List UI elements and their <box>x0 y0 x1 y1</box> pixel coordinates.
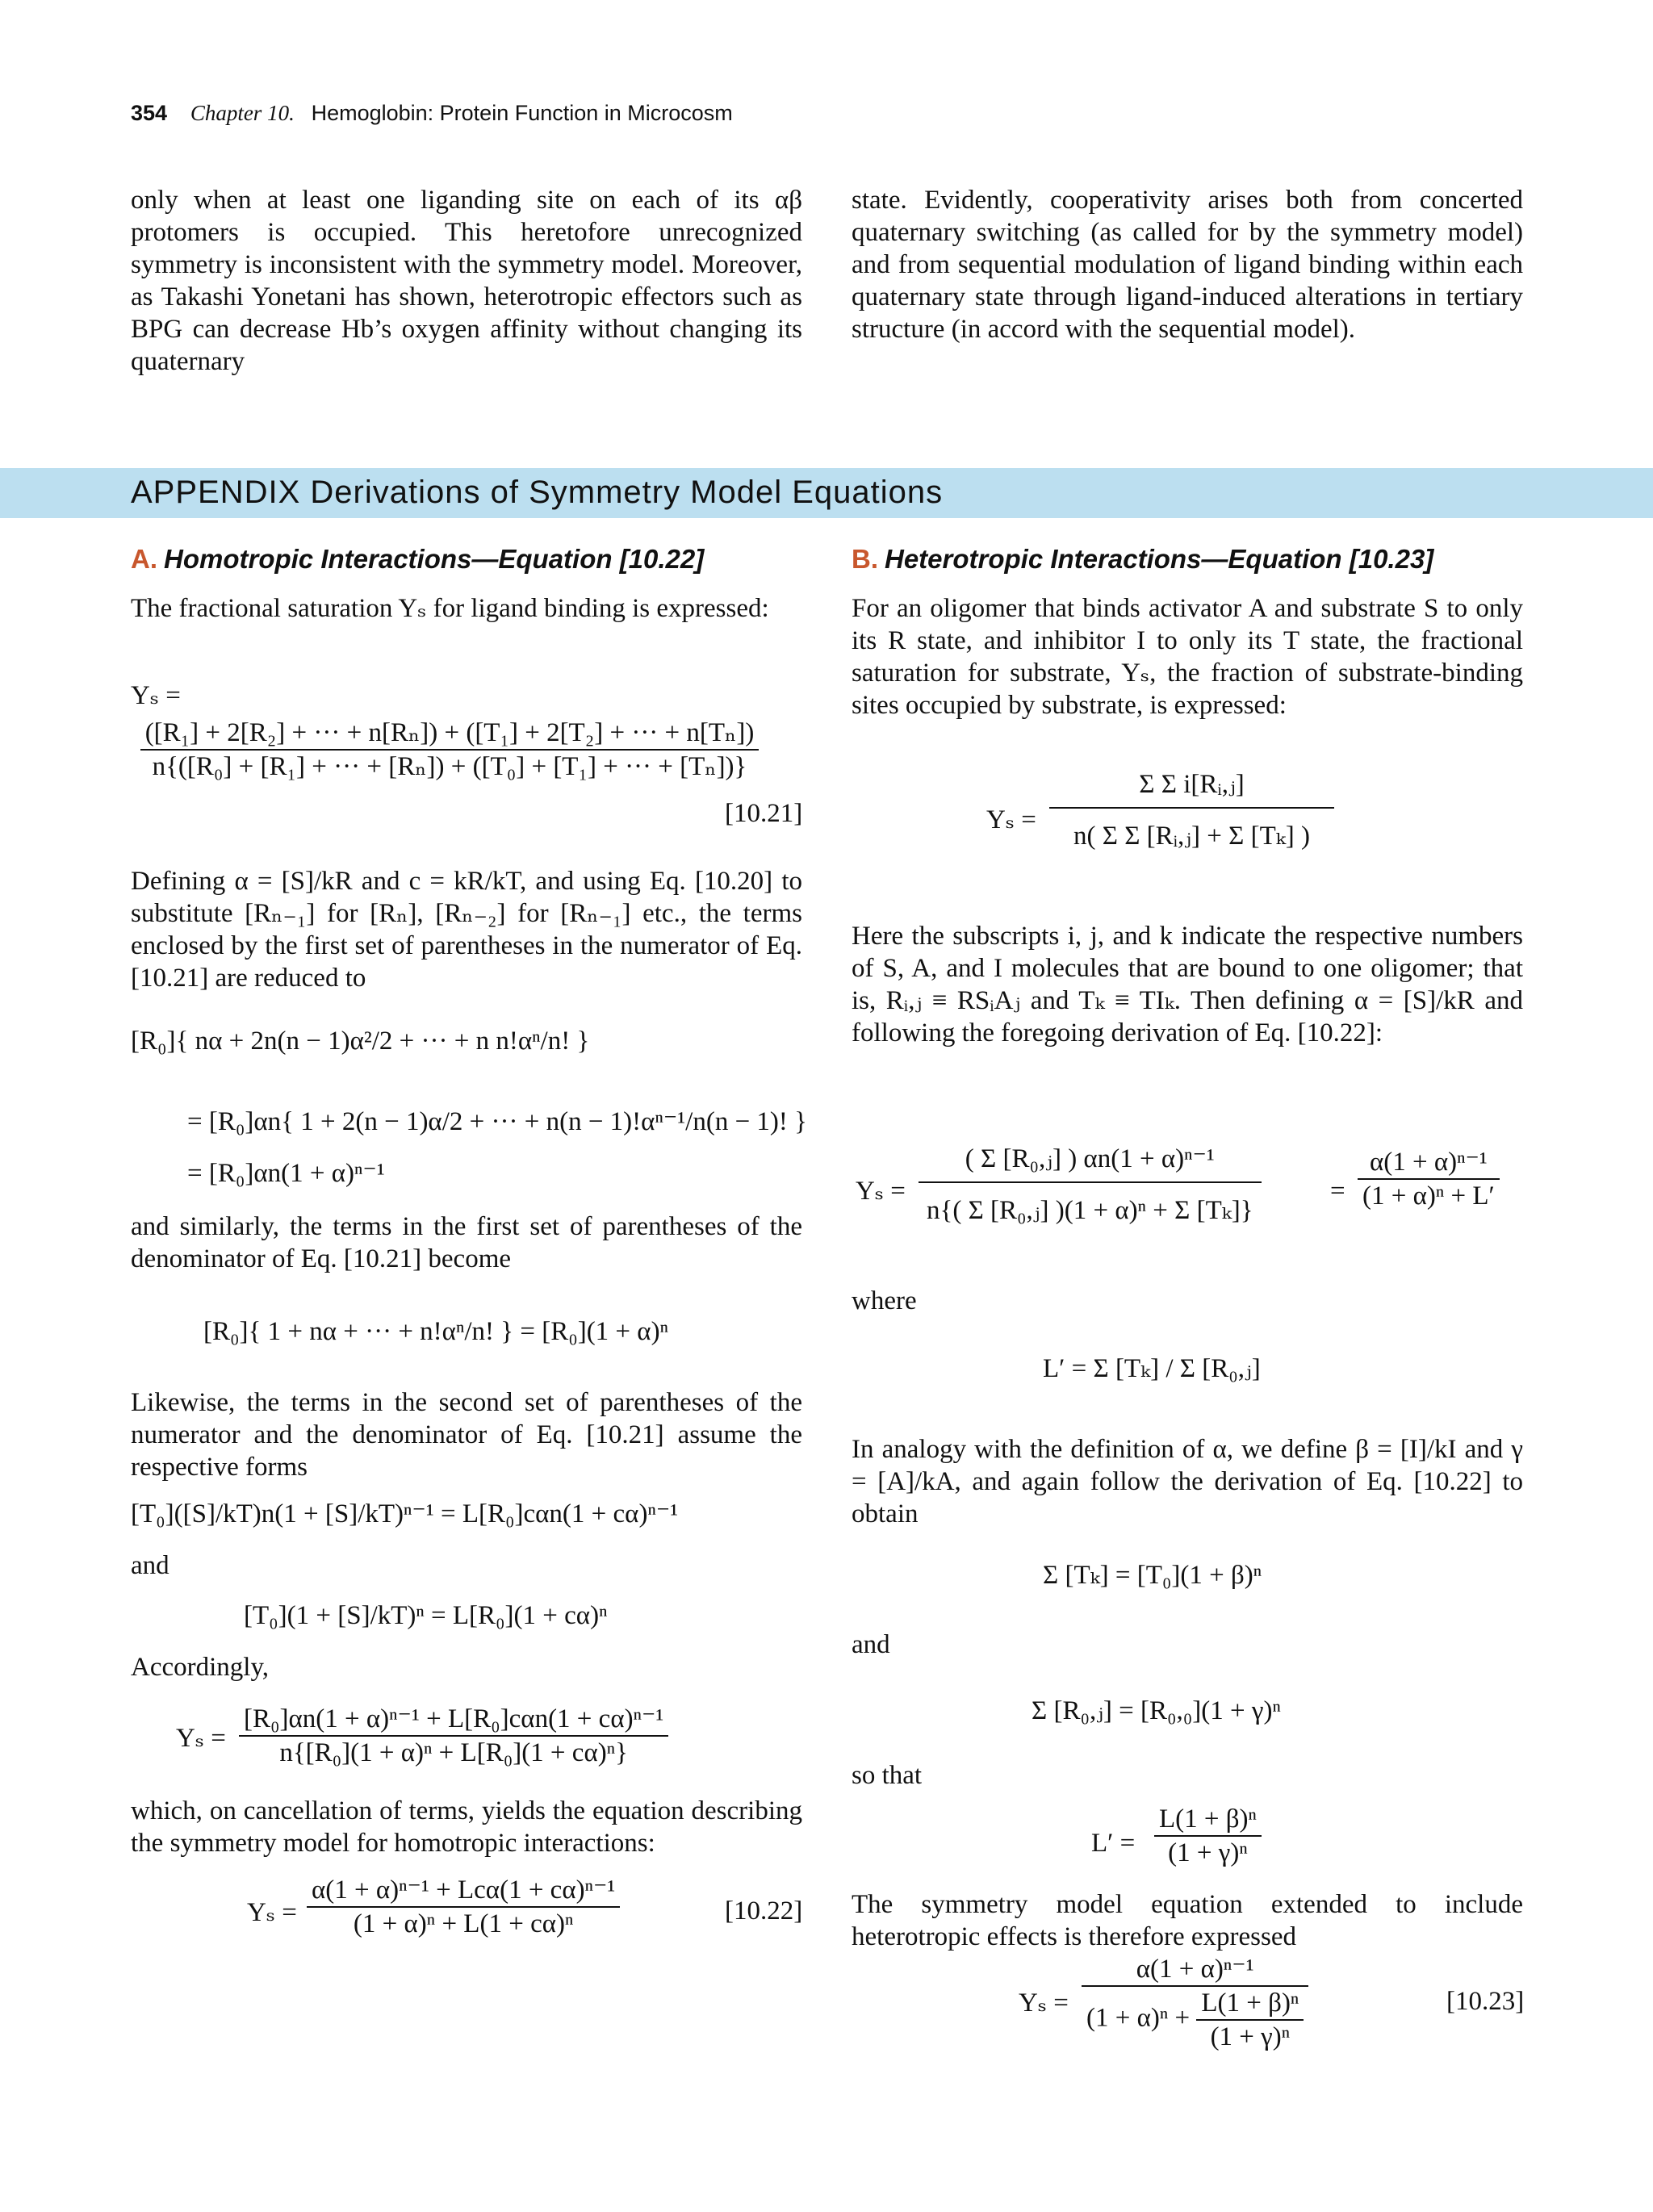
eq-a6: [T₀](1 + [S]/kT)ⁿ = L[R₀](1 + cα)ⁿ <box>244 1601 608 1630</box>
eq-10-21-denominator: n{([R₀] + [R₁] + ··· + [Rₙ]) + ([T₀] + [T₁] + ··· + [Tₙ])} <box>140 749 760 783</box>
eq-10-23-number: [10.23] <box>1446 1987 1525 2016</box>
section-a-intro: The fractional saturation Yₛ for ligand binding is expressed: <box>131 594 769 623</box>
eq-10-21-number: [10.21] <box>725 799 803 828</box>
section-b-and: and <box>852 1630 890 1659</box>
eq-a3: = [R₀]αn(1 + α)ⁿ⁻¹ <box>187 1159 385 1188</box>
eq-b6-numerator: L(1 + β)ⁿ <box>1159 1804 1257 1834</box>
eq-b2-denominator: n{( Σ [R₀,ⱼ] )(1 + α)ⁿ + Σ [Tₖ]} <box>919 1181 1262 1227</box>
eq-b1-frac <box>1049 762 1334 852</box>
eq-b6-lhs: L′ = <box>1091 1829 1136 1858</box>
section-a-and: and <box>131 1551 169 1580</box>
section-b-extended-paragraph: The symmetry model equation extended to include heterotropic effects is therefore expressed <box>852 1890 1523 1951</box>
eq-b6-frac <box>1154 1803 1262 1869</box>
eq-a7-frac <box>239 1703 668 1769</box>
section-a-likewise-paragraph: Likewise, the terms in the second set of parentheses of the numerator and the denominator of Eq. [10.21] assume the respective forms <box>131 1388 802 1482</box>
eq-a7 <box>239 1703 668 1769</box>
eq-10-23-numerator: α(1 + α)ⁿ⁻¹ <box>1136 1955 1254 1984</box>
eq-10-22-numerator: α(1 + α)ⁿ⁻¹ + Lcα(1 + cα)ⁿ⁻¹ <box>312 1875 616 1905</box>
eq-b2-numerator: ( Σ [R₀,ⱼ] ) αn(1 + α)ⁿ⁻¹ <box>965 1144 1215 1173</box>
eq-b6 <box>1154 1803 1262 1869</box>
eq-10-22-lhs: Yₛ = <box>247 1898 297 1927</box>
section-b-intro: For an oligomer that binds activator A and substrate S to only its R state, and inhibitor I to only its T state, the fractional saturation for substrate, Yₛ, the fraction of substrate-binding sites occupied by substrate, is expressed: <box>852 594 1523 720</box>
eq-10-21-frac <box>140 717 760 783</box>
section-a-heading <box>131 544 704 575</box>
eq-b2-equals: = <box>1330 1177 1345 1206</box>
section-a-title: Homotropic Interactions—Equation [10.22] <box>164 544 705 574</box>
eq-10-21-fraction <box>131 717 768 783</box>
eq-b4: Σ [Tₖ] = [T₀](1 + β)ⁿ <box>1043 1561 1262 1590</box>
eq-a7-numerator: [R₀]αn(1 + α)ⁿ⁻¹ + L[R₀]cαn(1 + cα)ⁿ⁻¹ <box>244 1704 664 1733</box>
chapter-title: Hemoglobin: Protein Function in Microcosm <box>311 101 733 125</box>
section-b-where: where <box>852 1286 917 1315</box>
eq-b2-result-frac <box>1358 1146 1500 1212</box>
eq-a2: = [R₀]αn{ 1 + 2(n − 1)α/2 + ··· + n(n − 1)!αⁿ⁻¹/n(n − 1)! } <box>187 1107 807 1136</box>
eq-b5: Σ [R₀,ⱼ] = [R₀,₀](1 + γ)ⁿ <box>1032 1696 1281 1725</box>
eq-b1-denominator: n( Σ Σ [Rᵢ,ⱼ] + Σ [Tₖ] ) <box>1049 807 1334 852</box>
eq-a4: [R₀]{ 1 + nα + ··· + n!αⁿ/n! } = [R₀](1 + α)ⁿ <box>203 1317 668 1346</box>
eq-10-22-denominator: (1 + α)ⁿ + L(1 + cα)ⁿ <box>307 1906 620 1940</box>
eq-10-21-lhs: Yₛ = <box>131 681 181 710</box>
eq-b3: L′ = Σ [Tₖ] / Σ [R₀,ⱼ] <box>1043 1354 1261 1383</box>
eq-b2-result-denominator: (1 + α)ⁿ + L′ <box>1358 1178 1500 1212</box>
eq-b1-lhs: Yₛ = <box>986 805 1036 834</box>
eq-b6-denominator: (1 + γ)ⁿ <box>1154 1835 1262 1869</box>
chapter-label: Chapter 10. <box>190 101 295 125</box>
intro-left-paragraph: only when at least one liganding site on each of its αβ protomers is occupied. This heretofore unrecognized symmetry is inconsistent with the symmetry model. Moreover, as Takashi Yonetani has shown, heterotropic effectors such as BPG can decrease Hb’s oxygen affinity without changing its quaternary <box>131 186 802 376</box>
appendix-title: APPENDIX Derivations of Symmetry Model Equations <box>131 475 944 510</box>
eq-b1-numerator: Σ Σ i[Rᵢ,ⱼ] <box>1139 770 1245 799</box>
eq-a1: [R₀]{ nα + 2n(n − 1)α²/2 + ··· + n n!αⁿ/n! } <box>131 1027 590 1056</box>
eq-10-23-frac <box>1082 1953 1308 2053</box>
eq-a5: [T₀]([S]/kT)n(1 + [S]/kT)ⁿ⁻¹ = L[R₀]cαn(1 + cα)ⁿ⁻¹ <box>131 1499 679 1528</box>
section-b-heading <box>852 544 1433 575</box>
running-header <box>131 101 733 126</box>
eq-b2-lhs: Yₛ = <box>856 1177 906 1206</box>
section-a-similarly-paragraph: and similarly, the terms in the first set of parentheses of the denominator of Eq. [10.21] become <box>131 1212 802 1273</box>
section-a-accordingly: Accordingly, <box>131 1653 270 1682</box>
eq-10-23 <box>1082 1953 1308 2053</box>
eq-10-23-inner-frac <box>1196 1987 1304 2053</box>
section-a-cancellation-paragraph: which, on cancellation of terms, yields the equation describing the symmetry model for homotropic interactions: <box>131 1796 802 1858</box>
page-number: 354 <box>131 101 168 125</box>
section-b-letter: B. <box>852 544 878 574</box>
eq-10-23-inner-numerator: L(1 + β)ⁿ <box>1201 1988 1299 2018</box>
section-b-analogy-paragraph: In analogy with the definition of α, we define β = [I]/kI and γ = [A]/kA, and again follow the derivation of Eq. [10.22] to obtain <box>852 1435 1523 1528</box>
eq-10-23-denominator-first: (1 + α)ⁿ + <box>1086 2003 1191 2033</box>
eq-10-23-denominator <box>1082 1985 1308 2053</box>
intro-right-paragraph: state. Evidently, cooperativity arises both from concerted quaternary switching (as called for by the symmetry model) and from sequential modulation of ligand binding within each quaternary state through ligand-induced alterations in tertiary structure (in accord with the sequential model). <box>852 186 1523 344</box>
eq-10-23-inner-denominator: (1 + γ)ⁿ <box>1196 2019 1304 2053</box>
eq-a7-lhs: Yₛ = <box>176 1724 226 1753</box>
eq-10-22-number: [10.22] <box>725 1896 803 1926</box>
eq-b2-frac <box>919 1136 1262 1227</box>
eq-b1 <box>1049 762 1334 852</box>
eq-b2-result-numerator: α(1 + α)ⁿ⁻¹ <box>1369 1148 1488 1177</box>
eq-10-23-lhs: Yₛ = <box>1019 1988 1069 2018</box>
section-a-defining-paragraph: Defining α = [S]/kR and c = kR/kT, and using Eq. [10.20] to substitute [Rₙ₋₁] for [Rₙ], [Rₙ₋₂] for [Rₙ₋₁] etc., the terms enclosed by the first set of parentheses in the numerator of Eq. [10.21] are reduced to <box>131 867 802 993</box>
eq-b2 <box>919 1136 1262 1227</box>
eq-10-22-frac <box>307 1874 620 1940</box>
section-b-subscripts-paragraph: Here the subscripts i, j, and k indicate the respective numbers of S, A, and I molecules that are bound to one oligomer; that is, Rᵢ,ⱼ ≡ RSᵢAⱼ and Tₖ ≡ TIₖ. Then defining α = [S]/kR and following the foregoing derivation of Eq. [10.22]: <box>852 922 1523 1047</box>
eq-b2-result <box>1358 1146 1500 1212</box>
eq-10-22 <box>307 1874 620 1940</box>
section-a-letter: A. <box>131 544 157 574</box>
eq-10-21-numerator: ([R₁] + 2[R₂] + ··· + n[Rₙ]) + ([T₁] + 2[T₂] + ··· + n[Tₙ]) <box>144 718 755 747</box>
eq-a7-denominator: n{[R₀](1 + α)ⁿ + L[R₀](1 + cα)ⁿ} <box>239 1735 668 1769</box>
section-b-so-that: so that <box>852 1761 923 1790</box>
section-b-title: Heterotropic Interactions—Equation [10.23] <box>885 544 1434 574</box>
